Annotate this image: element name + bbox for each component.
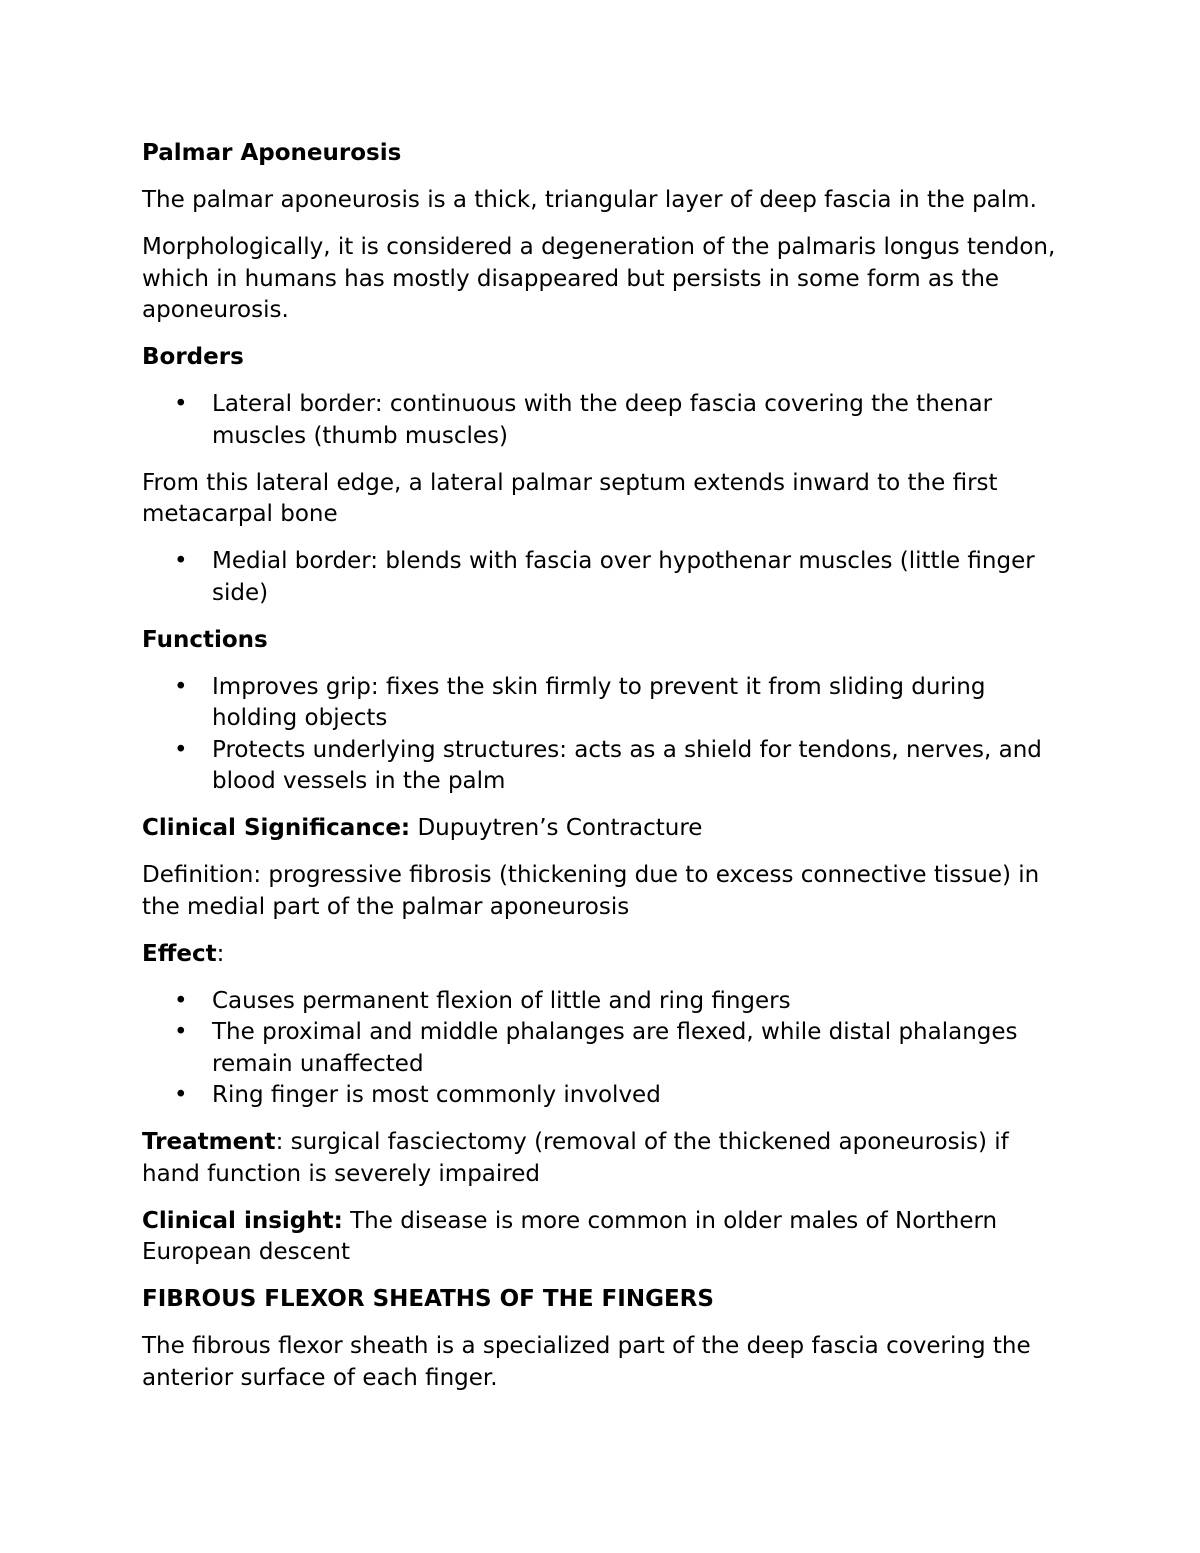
effect-label: Effect	[142, 940, 217, 967]
list-item	[142, 1080, 1072, 1112]
insight-label: Clinical insight:	[142, 1207, 343, 1234]
bullet-icon: •	[174, 736, 188, 763]
borders-heading: Borders	[142, 344, 244, 370]
definition-paragraph: Definition: progressive fibrosis (thickening due to excess connective tissue) in the medial part of the palmar aponeurosis	[142, 862, 1040, 920]
effect-list	[142, 986, 1072, 1112]
functions-list	[142, 672, 1072, 798]
fibrous-heading: FIBROUS FLEXOR SHEATHS OF THE FINGERS	[142, 1286, 714, 1312]
list-item	[142, 1017, 1072, 1080]
bullet-icon: •	[174, 673, 188, 700]
effect-item-text: Causes permanent flexion of little and ring fingers	[212, 987, 791, 1014]
borders-list-medial	[142, 546, 1072, 609]
bullet-icon: •	[174, 391, 188, 417]
treatment-text: : surgical fasciectomy (removal of the thickened aponeurosis) if hand function is severely impaired	[142, 1129, 1009, 1187]
function-item-text: Protects underlying structures: acts as a shield for tendons, nerves, and blood vessels in the palm	[212, 736, 1042, 794]
function-item-text: Improves grip: fixes the skin firmly to prevent it from sliding during holding objects	[212, 673, 986, 731]
clinical-significance-paragraph	[142, 813, 1072, 845]
lateral-border-text: Lateral border: continuous with the deep fascia covering the thenar muscles (thumb muscles)	[212, 391, 993, 449]
treatment-paragraph	[142, 1127, 1072, 1190]
list-item	[142, 986, 1072, 1018]
list-item	[142, 735, 1072, 798]
insight-text: The disease is more common in older males of Northern European descent	[142, 1207, 998, 1265]
bullet-icon: •	[174, 1082, 188, 1108]
morphology-paragraph: Morphologically, it is considered a degeneration of the palmaris longus tendon, which in humans has mostly disappeared but persists in some form as the aponeurosis.	[142, 234, 1056, 323]
treatment-label: Treatment	[142, 1129, 276, 1155]
effect-item-text: The proximal and middle phalanges are flexed, while distal phalanges remain unaffected	[212, 1019, 1018, 1077]
list-item	[142, 389, 1072, 452]
fibrous-paragraph: The fibrous flexor sheath is a specialized part of the deep fascia covering the anterior surface of each finger.	[142, 1333, 1031, 1391]
functions-heading: Functions	[142, 626, 268, 653]
document-page	[142, 138, 1072, 1410]
list-item	[142, 546, 1072, 609]
lateral-note-paragraph: From this lateral edge, a lateral palmar septum extends inward to the first metacarpal bone	[142, 469, 998, 527]
bullet-icon: •	[174, 1019, 188, 1045]
effect-item-text: Ring finger is most commonly involved	[212, 1082, 661, 1108]
page-title: Palmar Aponeurosis	[142, 140, 402, 166]
list-item	[142, 672, 1072, 735]
clinical-significance-value: Dupuytren’s Contracture	[410, 815, 703, 841]
effect-heading	[142, 939, 1072, 971]
insight-paragraph	[142, 1206, 1072, 1269]
borders-list-lateral	[142, 389, 1072, 452]
medial-border-text: Medial border: blends with fascia over hypothenar muscles (little finger side)	[212, 548, 1035, 606]
bullet-icon: •	[174, 987, 188, 1014]
effect-suffix: :	[216, 940, 225, 967]
intro-paragraph: The palmar aponeurosis is a thick, triangular layer of deep fascia in the palm.	[142, 187, 1037, 213]
bullet-icon: •	[174, 548, 188, 574]
clinical-significance-label: Clinical Significance:	[142, 815, 411, 841]
